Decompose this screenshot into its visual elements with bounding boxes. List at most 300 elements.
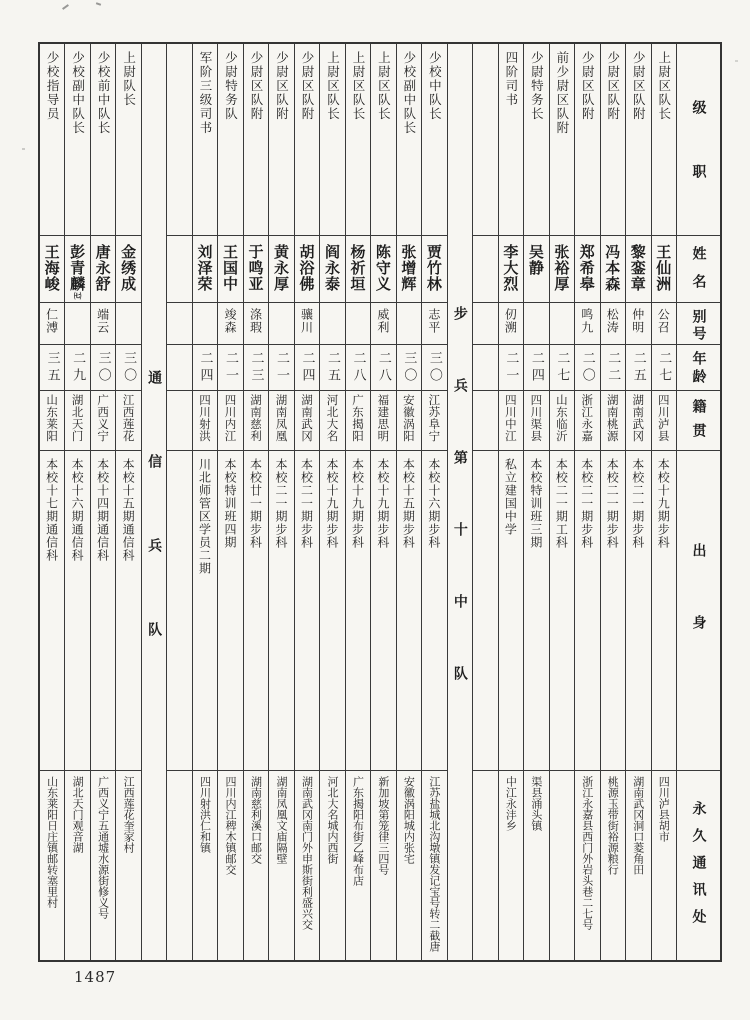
person-rank: 上尉区队长 (325, 51, 341, 121)
person-rank: 上尉区队长 (376, 51, 392, 121)
origin-cell (422, 450, 446, 770)
age-cell (524, 344, 548, 390)
person-address: 江西莲花奎家村 (122, 776, 136, 853)
address-cell (601, 770, 625, 960)
person-origin: 本校二一期步科 (579, 458, 594, 549)
section-title: 通信兵队 (146, 370, 163, 706)
origin-cell (167, 450, 191, 770)
alias-cell (346, 302, 370, 344)
origin-cell (397, 450, 421, 770)
person-address: 桃源玉带街裕源粮行 (606, 776, 620, 875)
native-cell (65, 390, 89, 450)
person-name: 刘泽荣 (195, 244, 214, 292)
person-origin: 本校廿一期步科 (248, 458, 263, 549)
rank-cell (575, 44, 599, 235)
person-column (574, 44, 599, 960)
person-column (370, 44, 395, 960)
header-column (676, 44, 720, 960)
person-column (115, 44, 140, 960)
native-cell (397, 390, 421, 450)
origin-cell (346, 450, 370, 770)
alias-cell (626, 302, 650, 344)
person-age: 三〇 (95, 351, 111, 385)
person-rank: 少尉区队附 (299, 51, 315, 121)
rank-cell (193, 44, 217, 235)
scan-artifact (735, 60, 738, 62)
header-address-cell (677, 770, 720, 960)
person-age: 二八 (375, 351, 391, 385)
person-address: 渠县涌头镇 (529, 776, 543, 831)
rank-cell (116, 44, 140, 235)
address-cell (167, 770, 191, 960)
person-native: 四川内江 (223, 394, 238, 442)
person-rank: 少尉特务队 (223, 51, 239, 121)
person-origin: 本校二一期步科 (299, 458, 314, 549)
person-native: 山东临沂 (554, 394, 569, 442)
rank-cell (652, 44, 676, 235)
person-name: 杨祈垣 (348, 244, 367, 292)
alias-cell (218, 302, 242, 344)
person-name: 李大烈 (501, 244, 520, 292)
rank-cell (218, 44, 242, 235)
name-cell (626, 235, 650, 302)
person-origin: 本校十九期步科 (656, 458, 671, 549)
address-cell (499, 770, 523, 960)
person-address: 江苏盐城北沟墩镇发记宝号转二截唐 (427, 776, 441, 952)
person-name: 于鸣亚 (246, 244, 265, 292)
person-age: 三〇 (401, 351, 417, 385)
address-cell (320, 770, 344, 960)
address-cell (371, 770, 395, 960)
person-address: 新加坡第笼律三四号 (376, 776, 390, 875)
address-cell (473, 770, 497, 960)
person-rank: 四阶司书 (503, 51, 519, 107)
person-address: 四川泸县胡市 (657, 776, 671, 842)
address-cell (40, 770, 64, 960)
section-title: 步兵第十中队 (451, 306, 468, 738)
person-age: 二一 (223, 351, 239, 385)
origin-cell (218, 450, 242, 770)
alias-cell (550, 302, 574, 344)
person-name: 张裕厚 (552, 244, 571, 292)
native-cell (167, 390, 191, 450)
address-cell (193, 770, 217, 960)
person-column (192, 44, 217, 960)
header-alias-cell (677, 302, 720, 344)
address-cell (244, 770, 268, 960)
address-cell (397, 770, 421, 960)
person-native: 湖南凤凰 (274, 394, 289, 442)
header-native-cell (677, 390, 720, 450)
person-name: 张增辉 (399, 244, 418, 292)
age-cell (499, 344, 523, 390)
name-cell (499, 235, 523, 302)
page-number: 1487 (74, 968, 117, 986)
address-cell (65, 770, 89, 960)
age-cell (167, 344, 191, 390)
origin-cell (575, 450, 599, 770)
person-native: 山东莱阳 (45, 394, 60, 442)
alias-cell (193, 302, 217, 344)
person-column (498, 44, 523, 960)
address-cell (116, 770, 140, 960)
person-native: 湖北天门 (70, 394, 85, 442)
person-name: 冯本森 (603, 244, 622, 292)
header-age-cell (677, 344, 720, 390)
name-cell (40, 235, 64, 302)
person-origin: 本校十五期通信科 (121, 458, 136, 562)
divider-column (141, 44, 166, 960)
age-cell (116, 344, 140, 390)
person-name: 金绣成 (119, 244, 138, 292)
address-cell (422, 770, 446, 960)
person-age: 二〇 (579, 351, 595, 385)
person-age: 二四 (528, 351, 544, 385)
person-rank: 军阶三级司书 (198, 51, 214, 135)
alias-cell (116, 302, 140, 344)
origin-cell (652, 450, 676, 770)
person-age: 二七 (554, 351, 570, 385)
person-name: 吴静 (526, 244, 545, 276)
person-age: 三〇 (426, 351, 442, 385)
person-native: 湖南桃源 (605, 394, 620, 442)
origin-cell (65, 450, 89, 770)
age-cell (269, 344, 293, 390)
person-column (600, 44, 625, 960)
native-cell (626, 390, 650, 450)
person-address: 浙江永嘉县西门外岩头巷二七号 (580, 776, 594, 930)
person-name: 郑希皋 (577, 244, 596, 292)
person-address: 山东莱阳日庄镇邮转塞里村 (45, 776, 59, 908)
rank-cell (346, 44, 370, 235)
name-cell (371, 235, 395, 302)
person-native: 安徽涡阳 (401, 394, 416, 442)
person-origin: 本校十九期步科 (375, 458, 390, 549)
native-cell (91, 390, 115, 450)
native-cell (244, 390, 268, 450)
person-rank: 少尉区队附 (605, 51, 621, 121)
person-age: 二二 (605, 351, 621, 385)
alias-cell (320, 302, 344, 344)
person-address: 四川射洪仁和镇 (198, 776, 212, 853)
header-origin-label: 出身 (690, 543, 707, 687)
name-cell (193, 235, 217, 302)
person-native: 广西义宁 (96, 394, 111, 442)
person-rank: 上尉区队长 (656, 51, 672, 121)
person-address: 湖南武冈南门外申斯街利盛兴交 (300, 776, 314, 930)
native-cell (371, 390, 395, 450)
person-age: 三〇 (121, 351, 137, 385)
alias-cell (91, 302, 115, 344)
native-cell (295, 390, 319, 450)
person-alias: 仁溥 (44, 308, 59, 334)
header-rank-cell (677, 44, 720, 235)
header-age-label: 年龄 (690, 351, 707, 387)
person-native: 浙江永嘉 (580, 394, 595, 442)
age-cell (473, 344, 497, 390)
native-cell (116, 390, 140, 450)
age-cell (346, 344, 370, 390)
name-cell (652, 235, 676, 302)
alias-cell (499, 302, 523, 344)
person-age: 二一 (273, 351, 289, 385)
address-cell (652, 770, 676, 960)
person-alias: 威利 (375, 308, 390, 334)
person-address: 湖北天门观音湖 (71, 776, 85, 853)
native-cell (601, 390, 625, 450)
person-rank: 少校中队长 (427, 51, 443, 121)
person-column (549, 44, 574, 960)
rank-cell (244, 44, 268, 235)
person-origin: 本校特训班三期 (528, 458, 543, 549)
address-cell (524, 770, 548, 960)
person-column (319, 44, 344, 960)
person-alias: 仲明 (630, 308, 645, 334)
person-origin: 本校特训班四期 (223, 458, 238, 549)
person-name: 陈守义 (373, 244, 392, 292)
alias-cell (652, 302, 676, 344)
person-rank: 少尉区队附 (249, 51, 264, 121)
person-rank: 少校副中队长 (401, 51, 417, 135)
native-cell (193, 390, 217, 450)
address-cell (91, 770, 115, 960)
person-address: 河北大名城内西街 (325, 776, 339, 864)
origin-cell (116, 450, 140, 770)
person-name: 王仙洲 (654, 244, 673, 292)
person-column (651, 44, 676, 960)
rank-cell (65, 44, 89, 235)
person-name: 黎銮章 (628, 244, 647, 292)
name-cell (422, 235, 446, 302)
name-cell (473, 235, 497, 302)
rank-cell (626, 44, 650, 235)
age-cell (40, 344, 64, 390)
rank-cell (422, 44, 446, 235)
person-age: 三五 (44, 351, 60, 385)
rank-cell (397, 44, 421, 235)
person-origin: 川北师管区学员二期 (197, 458, 212, 575)
origin-cell (473, 450, 497, 770)
header-alias-label: 别号 (690, 309, 707, 343)
native-cell (320, 390, 344, 450)
person-age: 二四 (197, 351, 213, 385)
alias-cell (473, 302, 497, 344)
person-rank: 少校指导员 (45, 51, 61, 121)
person-alias: 鸣九 (579, 308, 594, 334)
person-age: 二四 (299, 351, 315, 385)
person-native: 广东揭阳 (350, 394, 365, 442)
person-rank: 上尉区队长 (350, 51, 366, 121)
origin-cell (193, 450, 217, 770)
person-age: 二五 (324, 351, 340, 385)
alias-cell (524, 302, 548, 344)
alias-cell (167, 302, 191, 344)
age-cell (422, 344, 446, 390)
origin-cell (244, 450, 268, 770)
person-origin: 本校十六期通信科 (70, 458, 85, 562)
person-native: 湖南慈利 (249, 394, 263, 442)
rank-cell (371, 44, 395, 235)
person-column (523, 44, 548, 960)
person-origin: 本校十九期步科 (350, 458, 365, 549)
person-origin: 本校十七期通信科 (44, 458, 59, 562)
person-age: 二八 (350, 351, 366, 385)
person-column (345, 44, 370, 960)
alias-cell (601, 302, 625, 344)
rank-cell (40, 44, 64, 235)
person-alias: 端云 (95, 308, 110, 334)
native-cell (550, 390, 574, 450)
person-age: 二五 (630, 351, 646, 385)
age-cell (295, 344, 319, 390)
age-cell (397, 344, 421, 390)
native-cell (422, 390, 446, 450)
age-cell (575, 344, 599, 390)
alias-cell (295, 302, 319, 344)
name-cell (295, 235, 319, 302)
header-rank-label: 级职 (690, 100, 707, 228)
native-cell (40, 390, 64, 450)
address-cell (626, 770, 650, 960)
name-cell (346, 235, 370, 302)
origin-cell (320, 450, 344, 770)
header-name-cell (677, 235, 720, 302)
name-cell (116, 235, 140, 302)
person-age: 二七 (656, 351, 672, 385)
person-rank: 少校副中队长 (70, 51, 86, 135)
person-native: 江西莲花 (121, 394, 136, 442)
rank-cell (320, 44, 344, 235)
roster-table (38, 42, 722, 962)
age-cell (244, 344, 268, 390)
person-name: 王国中 (221, 244, 240, 292)
person-rank: 少校前中队长 (96, 51, 112, 135)
scan-artifact (96, 2, 101, 6)
person-age: 二九 (70, 351, 86, 385)
name-cell (575, 235, 599, 302)
native-cell (269, 390, 293, 450)
name-cell (244, 235, 268, 302)
person-rank: 前少尉区队附 (554, 51, 570, 135)
person-origin: 私立建国中学 (503, 458, 518, 536)
person-address: 广东揭阳布街乙峰布店 (351, 776, 365, 886)
person-alias: 涤瑕 (248, 308, 263, 334)
header-address-label: 永久通讯处 (690, 801, 707, 936)
header-native-label: 籍贯 (690, 399, 707, 447)
person-column (217, 44, 242, 960)
rank-cell (499, 44, 523, 235)
native-cell (652, 390, 676, 450)
person-native: 福建思明 (376, 394, 391, 442)
rank-cell (269, 44, 293, 235)
origin-cell (626, 450, 650, 770)
person-rank: 少尉区队附 (274, 51, 290, 121)
person-alias: 松涛 (605, 308, 620, 334)
person-address: 湖南凤凰文庙隔壁 (274, 776, 288, 864)
origin-cell (371, 450, 395, 770)
person-origin: 本校二一期步科 (605, 458, 620, 549)
name-cell (218, 235, 242, 302)
age-cell (193, 344, 217, 390)
person-address: 四川内江稗木镇邮交 (224, 776, 238, 875)
person-name: 彭青麟㈦ (68, 244, 87, 300)
native-cell (524, 390, 548, 450)
person-native: 四川中江 (503, 394, 518, 442)
origin-cell (91, 450, 115, 770)
person-column (64, 44, 89, 960)
person-origin: 本校十六期步科 (426, 458, 441, 549)
person-rank: 少尉特务长 (529, 51, 545, 121)
person-name: 贾竹林 (424, 244, 443, 292)
alias-cell (397, 302, 421, 344)
person-address: 中江永沣乡 (504, 776, 518, 831)
person-age: 二一 (503, 351, 519, 385)
person-name: 阎永泰 (322, 244, 341, 292)
person-column (396, 44, 421, 960)
alias-cell (371, 302, 395, 344)
header-name-label: 姓名 (690, 246, 707, 302)
rank-cell (601, 44, 625, 235)
alias-cell (269, 302, 293, 344)
address-cell (269, 770, 293, 960)
person-name: 唐永舒 (93, 244, 112, 292)
native-cell (499, 390, 523, 450)
name-cell (601, 235, 625, 302)
person-alias: 竣森 (223, 308, 238, 334)
age-cell (626, 344, 650, 390)
native-cell (473, 390, 497, 450)
empty-column (166, 44, 191, 960)
person-alias: 仞溯 (503, 308, 518, 334)
person-native: 湖南武冈 (631, 394, 646, 442)
age-cell (371, 344, 395, 390)
person-origin: 本校二一期步科 (630, 458, 645, 549)
name-cell (269, 235, 293, 302)
age-cell (218, 344, 242, 390)
person-address: 广西义宁五通墟水源街修义号 (96, 776, 110, 919)
name-cell (524, 235, 548, 302)
person-origin: 本校十九期步科 (324, 458, 339, 549)
age-cell (91, 344, 115, 390)
name-cell (550, 235, 574, 302)
name-cell (167, 235, 191, 302)
header-origin-cell (677, 450, 720, 770)
alias-cell (575, 302, 599, 344)
rank-cell (473, 44, 497, 235)
person-column (90, 44, 115, 960)
rank-cell (295, 44, 319, 235)
name-cell (397, 235, 421, 302)
alias-cell (65, 302, 89, 344)
address-cell (550, 770, 574, 960)
person-origin: 本校十五期步科 (401, 458, 416, 549)
name-cell (320, 235, 344, 302)
scan-artifact (62, 4, 69, 10)
person-native: 湖南武冈 (299, 394, 314, 442)
rank-cell (91, 44, 115, 235)
address-cell (295, 770, 319, 960)
rank-cell (167, 44, 191, 235)
person-native: 四川渠县 (529, 394, 544, 442)
person-name: 王海峻 (42, 244, 61, 292)
person-name: 胡浴佛 (297, 244, 316, 292)
native-cell (575, 390, 599, 450)
origin-cell (295, 450, 319, 770)
person-origin: 本校二一期工科 (554, 458, 569, 549)
name-cell (65, 235, 89, 302)
person-column (294, 44, 319, 960)
person-column (243, 44, 268, 960)
